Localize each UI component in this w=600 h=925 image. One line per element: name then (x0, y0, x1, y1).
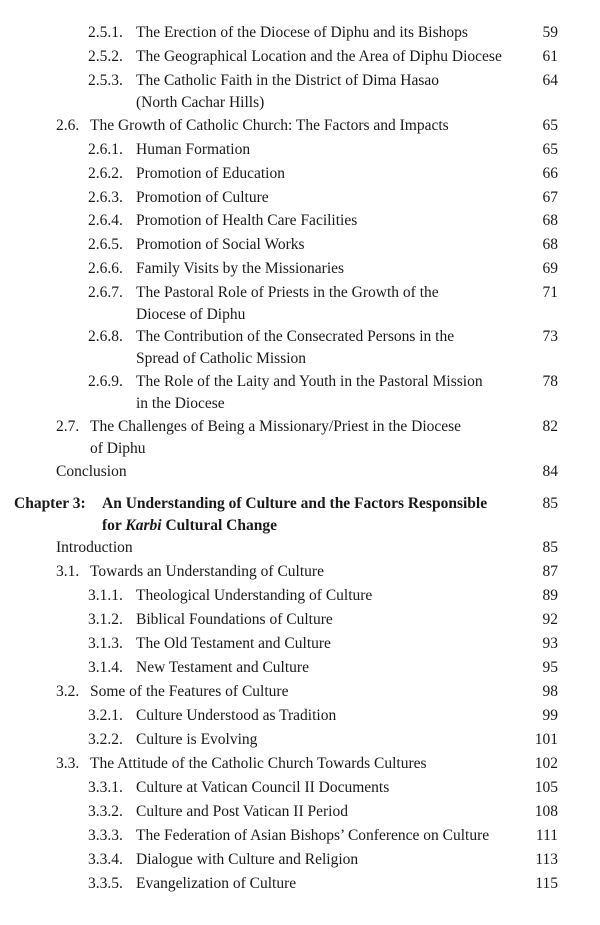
page-number: 111 (535, 827, 558, 844)
page-number: 101 (534, 731, 558, 748)
page-number: 68 (542, 212, 558, 229)
page-number: 85 (542, 539, 558, 556)
title-line: Culture Understood as Tradition (136, 707, 337, 724)
section-title (136, 282, 550, 326)
section-number: 2.6.7. (88, 284, 123, 301)
section-title (136, 139, 550, 161)
section-number: 3.3.3. (88, 827, 123, 844)
page-number: 115 (535, 875, 558, 892)
page-number: 85 (542, 495, 558, 512)
title-line: (North Cachar Hills) (136, 94, 265, 111)
section-number: 2.6.2. (88, 165, 123, 182)
page-number: 102 (534, 755, 558, 772)
section-title (136, 849, 550, 871)
section-number: 3.2.2. (88, 731, 123, 748)
title-line: Some of the Features of Culture (90, 683, 289, 700)
title-line: in the Diocese (136, 395, 225, 412)
section-title (136, 187, 550, 209)
page-number: 65 (542, 141, 558, 158)
title-line: Family Visits by the Missionaries (136, 260, 345, 277)
section-title (136, 801, 550, 823)
title-line: The Old Testament and Culture (136, 635, 331, 652)
title-line: The Role of the Laity and Youth in the Pastoral Mission (136, 373, 483, 390)
page-number: 84 (542, 463, 558, 480)
section-title (136, 777, 550, 799)
page-number: 65 (542, 117, 558, 134)
title-line: Biblical Foundations of Culture (136, 611, 333, 628)
title-line: Evangelization of Culture (136, 875, 297, 892)
page-number: 59 (542, 24, 558, 41)
section-title (136, 326, 550, 370)
section-number: 2.6.8. (88, 328, 123, 345)
title-line: Culture is Evolving (136, 731, 258, 748)
section-title (136, 825, 550, 847)
section-title (136, 163, 550, 185)
section-number: 2.6.9. (88, 373, 123, 390)
section-title (90, 753, 550, 775)
title-line: Promotion of Culture (136, 189, 269, 206)
title-line: The Pastoral Role of Priests in the Growth of the (136, 284, 439, 301)
section-number: 3.2. (56, 683, 80, 700)
title-line: Human Formation (136, 141, 251, 158)
page-number: 93 (542, 635, 558, 652)
page-number: 78 (542, 373, 558, 390)
section-title (136, 258, 550, 280)
section-number: 2.5.1. (88, 24, 123, 41)
section-title (136, 585, 550, 607)
title-line: The Geographical Location and the Area of Diphu Diocese (136, 48, 502, 65)
section-number: 2.6.5. (88, 236, 123, 253)
page-number: 67 (542, 189, 558, 206)
title-line: Culture and Post Vatican II Period (136, 803, 348, 820)
title-line: Promotion of Social Works (136, 236, 305, 253)
page-number: 105 (534, 779, 558, 796)
title-line: Conclusion (56, 463, 127, 480)
page-number: 89 (542, 587, 558, 604)
section-title (136, 46, 550, 68)
section-title (136, 633, 550, 655)
page-number: 61 (542, 48, 558, 65)
title-line: Spread of Catholic Mission (136, 350, 307, 367)
title-line: The Federation of Asian Bishops’ Conference on Culture (136, 827, 490, 844)
section-number: 2.6.4. (88, 212, 123, 229)
section-title (90, 115, 550, 137)
page-number: 64 (542, 72, 558, 89)
section-number: 2.6.3. (88, 189, 123, 206)
page-number: 99 (542, 707, 558, 724)
section-number: 2.6.6. (88, 260, 123, 277)
title-line: of Diphu (90, 440, 146, 457)
title-line: for Karbi Cultural Change (102, 517, 277, 534)
title-line: The Contribution of the Consecrated Persons in the (136, 328, 455, 345)
section-number: 3.1.3. (88, 635, 123, 652)
section-title (90, 561, 550, 583)
section-number: 2.6.1. (88, 141, 123, 158)
section-title (90, 416, 550, 460)
page-number: 68 (542, 236, 558, 253)
section-number: 3.2.1. (88, 707, 123, 724)
page-number: 66 (542, 165, 558, 182)
title-line: Towards an Understanding of Culture (90, 563, 324, 580)
section-title (136, 729, 550, 751)
section-title (136, 70, 550, 114)
title-line: Theological Understanding of Culture (136, 587, 373, 604)
section-title (136, 873, 550, 895)
title-line: The Catholic Faith in the District of Dima Hasao (136, 72, 440, 89)
section-title (136, 22, 550, 44)
title-line: Promotion of Health Care Facilities (136, 212, 358, 229)
section-title (56, 537, 550, 559)
page-number: 69 (542, 260, 558, 277)
section-number: 3.1.2. (88, 611, 123, 628)
section-number: 2.5.3. (88, 72, 123, 89)
section-number: 2.7. (56, 418, 80, 435)
title-line: An Understanding of Culture and the Factors Responsible (102, 495, 488, 512)
section-number: 3.3.5. (88, 875, 123, 892)
page-number: 87 (542, 563, 558, 580)
page-number: 95 (542, 659, 558, 676)
section-number: Chapter 3: (14, 495, 86, 512)
section-title (136, 609, 550, 631)
title-line: Introduction (56, 539, 133, 556)
section-number: 3.1. (56, 563, 80, 580)
section-number: 3.1.1. (88, 587, 123, 604)
title-line: The Attitude of the Catholic Church Towards Cultures (90, 755, 427, 772)
page-number: 92 (542, 611, 558, 628)
title-line: Dialogue with Culture and Religion (136, 851, 359, 868)
title-line: New Testament and Culture (136, 659, 309, 676)
section-title (136, 705, 550, 727)
page-number: 73 (542, 328, 558, 345)
section-title (90, 681, 550, 703)
title-line: The Growth of Catholic Church: The Factors and Impacts (90, 117, 449, 134)
title-line: The Challenges of Being a Missionary/Priest in the Diocese (90, 418, 462, 435)
page-number: 113 (535, 851, 558, 868)
section-number: 3.3. (56, 755, 80, 772)
section-title (136, 210, 550, 232)
section-title (136, 234, 550, 256)
section-title (56, 461, 550, 483)
section-number: 3.3.2. (88, 803, 123, 820)
page-number: 98 (542, 683, 558, 700)
title-line: Culture at Vatican Council II Documents (136, 779, 390, 796)
title-line: Diocese of Diphu (136, 306, 246, 323)
section-number: 3.3.1. (88, 779, 123, 796)
page-number: 108 (534, 803, 558, 820)
page-number: 71 (542, 284, 558, 301)
title-line: Promotion of Education (136, 165, 285, 182)
section-title (136, 657, 550, 679)
section-title (102, 493, 550, 537)
section-title (136, 371, 550, 415)
section-number: 2.5.2. (88, 48, 123, 65)
section-number: 3.1.4. (88, 659, 123, 676)
section-number: 3.3.4. (88, 851, 123, 868)
page-number: 82 (542, 418, 558, 435)
section-number: 2.6. (56, 117, 80, 134)
title-line: The Erection of the Diocese of Diphu and its Bishops (136, 24, 468, 41)
